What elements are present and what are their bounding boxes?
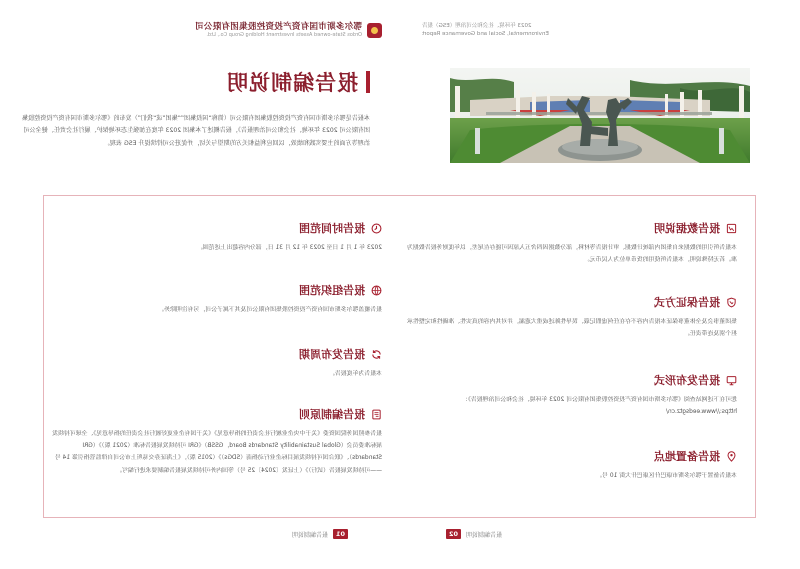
page-details <box>400 0 800 569</box>
hero-photo-horse-statue <box>450 68 750 163</box>
section-body: 报告覆盖鄂尔多斯市国有资产投资控股集团有限公司及其下属子公司，另有注明除外。 <box>158 307 382 313</box>
section-publish-cycle <box>52 346 382 380</box>
location-icon <box>726 451 737 462</box>
shield-icon <box>726 297 737 308</box>
section-body: 本报告为年度报告。 <box>328 371 382 377</box>
company-emblem-icon <box>367 23 382 38</box>
page-title: 报告编制说明 <box>226 71 358 95</box>
section-publish-form <box>407 372 737 418</box>
page-title-row <box>226 67 370 97</box>
section-principles <box>52 406 382 477</box>
company-name: 鄂尔多斯市国有资产投资控股集团有限公司 <box>194 22 362 32</box>
page-footer <box>292 529 348 539</box>
report-title-cn: 2023 年环境、社会和公司治理（ESG）报告 <box>422 23 532 29</box>
section-body: 本报告备置于鄂尔多斯市康巴什区康巴什大街 10 号。 <box>596 473 737 479</box>
section-body: 报告参照国务院国资委《关于中央企业履行社会责任的指导意见》《关于国有企业更好履行社会责任的指导意见》、全球可持续发展标准委员会（Global Sustainability Standards Board，GSSB）《GRI 可持续发展报告标准（2021 版）》（GRI Standards）、《联合国可持续发展目标企业行动指南（SDGs）》（2015 版），《上海证券交易所上市公司自律监管指引第 14 号——可持续发展报告（试行）》（上证发〔2024〕25 号）等国内外可持续发展报告编制要求进行编写。 <box>52 431 382 474</box>
section-body: 2023 年 1 月 1 日至 2023 年 12 月 31 日，部分内容超出上述范围。 <box>197 245 382 251</box>
section-title: 报告发布周期 <box>299 348 365 361</box>
section-title: 报告编制原则 <box>299 408 365 421</box>
section-location <box>407 448 737 482</box>
report-title-en: Environmental, Social and Governance Report <box>422 30 549 37</box>
section-data-notes <box>407 220 737 266</box>
info-panel-right <box>43 195 400 518</box>
footer-section-label: 报告编制说明 <box>291 531 328 539</box>
company-name-en: Ordos State-owned Assets Investment Holding Group Co., Ltd. <box>206 32 362 38</box>
section-title: 报告发布形式 <box>654 374 720 387</box>
intro-paragraph: 本报告是鄂尔多斯市国有资产投资控股集团有限公司（简称“国投集团”“集团”或“我们”）发布的《鄂尔多斯市国有资产投资控股集团有限公司 2023 年环境、社会和公司治理报告》，报告概述了本集团 2023 年度在加强生态环境保护、履行社会责任、健全公司治理等方面的主要实践和绩效，以回应利益相关方的期望与关切，并促进公司持续提升 ESG 表现。 <box>21 115 370 147</box>
cycle-icon <box>371 349 382 360</box>
section-assurance <box>407 294 737 340</box>
footer-section-label: 报告编制说明 <box>466 531 503 539</box>
monitor-icon <box>726 375 737 386</box>
section-title: 报告时间范围 <box>299 222 365 235</box>
section-title: 报告保证方式 <box>654 296 720 309</box>
company-logo <box>195 22 382 39</box>
clock-icon <box>371 223 382 234</box>
document-icon <box>371 409 382 420</box>
chart-icon <box>726 223 737 234</box>
globe-icon <box>371 285 382 296</box>
section-body: 您可在下述网站查阅《鄂尔多斯市国有资产投资控股集团有限公司 2023 年环境、社会和公司治理报告》：https://www.eedsgtz.cn/ <box>462 397 737 416</box>
section-title: 报告备置地点 <box>654 450 720 463</box>
page-number: 01 <box>333 529 348 539</box>
section-time-range <box>52 220 382 254</box>
section-title: 报告数据说明 <box>654 222 720 235</box>
title-accent-bar <box>366 71 370 93</box>
report-header <box>422 23 549 38</box>
info-panel-left <box>399 195 756 518</box>
section-title: 报告组织范围 <box>299 284 365 297</box>
section-body: 本报告所引用的数据来自集团内部统计数据、审计报告等材料，部分数据因四舍五入原因可能存在尾差，以年度财务报告数据为准。若无特殊说明，本报告所使用的货币单位为人民币元。 <box>407 245 737 264</box>
section-body: 集团董事会及全体董事保证本报告内容不存在任何虚假记载、误导性陈述或重大遗漏，并对其内容的真实性、准确性和完整性承担个别及连带责任。 <box>407 319 737 338</box>
section-org-scope <box>52 282 382 316</box>
page-footer <box>446 529 502 539</box>
page-number: 02 <box>446 529 461 539</box>
